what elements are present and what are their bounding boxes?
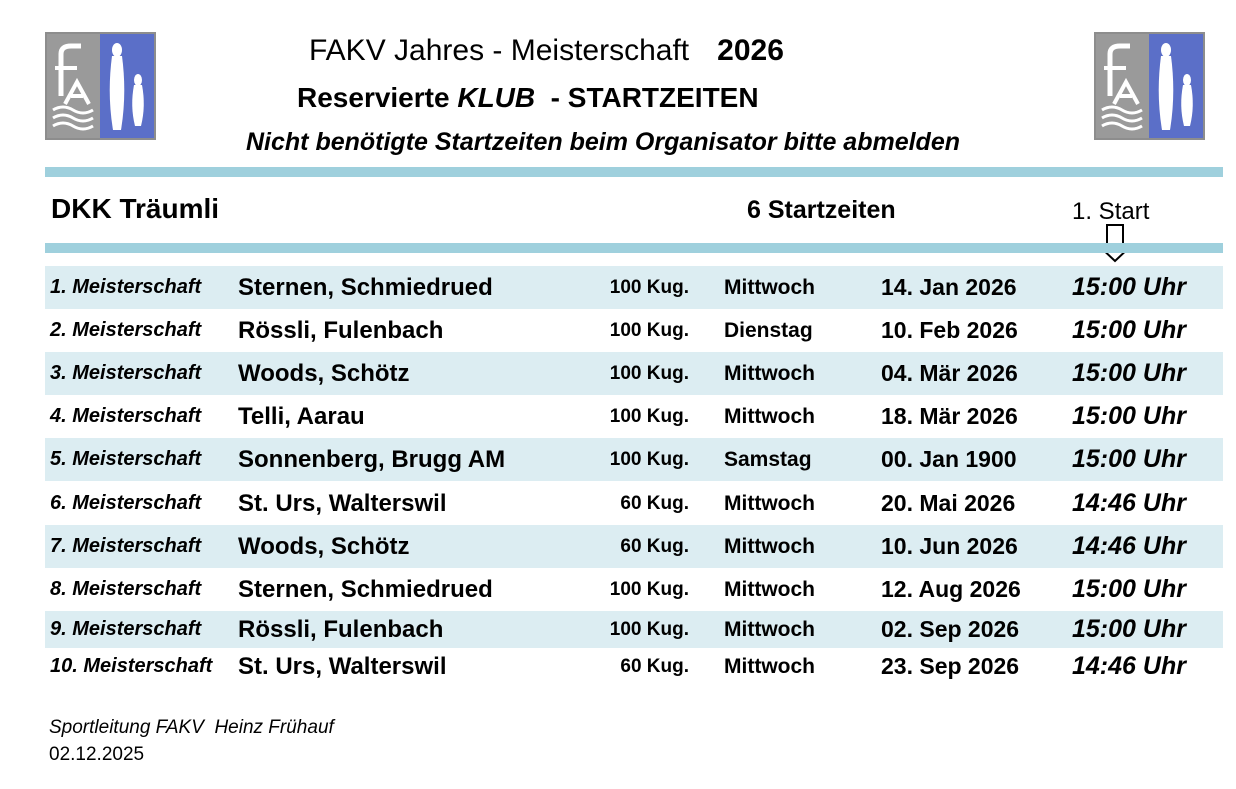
weekday: Mittwoch [724,362,815,385]
kugeln-count: 100 Kug. [609,406,689,427]
divider-middle [45,243,1223,253]
club-name: DKK Träumli [51,193,220,224]
meisterschaft-label: 7. Meisterschaft [50,535,202,557]
meisterschaft-label: 2. Meisterschaft [50,319,202,341]
footer-date: 02.12.2025 [49,744,145,765]
kugeln-count: 100 Kug. [609,579,689,600]
table-row [45,611,1223,648]
start-date: 10. Feb 2026 [881,317,1018,343]
start-date: 14. Jan 2026 [881,274,1017,300]
venue-name: Sternen, Schmiedrued [238,274,493,301]
table-row [45,648,1223,685]
kugeln-count: 60 Kug. [620,536,689,557]
weekday: Mittwoch [724,578,815,601]
meisterschaft-label: 4. Meisterschaft [50,405,202,427]
kugeln-count: 100 Kug. [609,449,689,470]
meisterschaft-label: 9. Meisterschaft [50,618,202,640]
start-time: 15:00 Uhr [1072,402,1186,430]
heading-klub: KLUB [457,82,536,113]
weekday: Mittwoch [724,655,815,678]
weekday: Mittwoch [724,535,815,558]
heading-part-3: - STARTZEITEN [535,82,759,113]
meisterschaft-label: 6. Meisterschaft [50,492,202,514]
kugeln-count: 100 Kug. [609,320,689,341]
fakv-logo-left [45,32,156,140]
venue-name: Sonnenberg, Brugg AM [238,446,506,473]
start-time: 15:00 Uhr [1072,575,1186,603]
table-row [45,266,1223,309]
table-row [45,352,1223,395]
kugeln-count: 100 Kug. [609,277,689,298]
weekday: Samstag [724,448,812,471]
start-date: 00. Jan 1900 [881,446,1017,472]
meisterschaft-label: 10. Meisterschaft [50,655,213,677]
venue-name: Rössli, Fulenbach [238,317,444,344]
fakv-logo-right [1094,32,1205,140]
venue-name: Sternen, Schmiedrued [238,576,493,603]
kugeln-count: 60 Kug. [620,493,689,514]
start-date: 02. Sep 2026 [881,616,1020,642]
table-row [45,438,1223,481]
weekday: Mittwoch [724,618,815,641]
venue-name: St. Urs, Walterswil [238,653,447,680]
start-date: 23. Sep 2026 [881,653,1020,679]
meisterschaft-label: 8. Meisterschaft [50,578,202,600]
table-row [45,482,1223,525]
venue-name: Telli, Aarau [238,403,365,430]
start-time: 14:46 Uhr [1072,489,1186,517]
start-count: 6 Startzeiten [747,196,896,224]
kugeln-count: 60 Kug. [620,656,689,677]
start-time: 14:46 Uhr [1072,652,1186,680]
title-year: 2026 [717,34,784,67]
fakv-logo-icon [47,34,154,138]
title-text: FAKV Jahres - Meisterschaft [309,34,690,67]
table-row [45,395,1223,438]
weekday: Mittwoch [724,276,815,299]
meisterschaft-label: 5. Meisterschaft [50,448,202,470]
document-subtitle: Nicht benötigte Startzeiten beim Organisator bitte abmelden [246,128,960,156]
start-time: 14:46 Uhr [1072,532,1186,560]
document-title [309,34,784,68]
start-time: 15:00 Uhr [1072,316,1186,344]
meisterschaft-label: 1. Meisterschaft [50,276,202,298]
divider-top [45,167,1223,177]
weekday: Mittwoch [724,492,815,515]
heading-part-1: Reservierte [297,82,458,113]
venue-name: Rössli, Fulenbach [238,616,444,643]
kugeln-count: 100 Kug. [609,619,689,640]
start-time: 15:00 Uhr [1072,445,1186,473]
start-date: 12. Aug 2026 [881,576,1021,602]
weekday: Mittwoch [724,405,815,428]
start-time: 15:00 Uhr [1072,273,1186,301]
weekday: Dienstag [724,319,813,342]
start-date: 20. Mai 2026 [881,490,1016,516]
kugeln-count: 100 Kug. [609,363,689,384]
first-start-label: 1. Start [1072,198,1150,225]
footer-signature: Sportleitung FAKV Heinz Frühauf [49,717,334,738]
table-row [45,525,1223,568]
start-time: 15:00 Uhr [1072,359,1186,387]
venue-name: Woods, Schötz [238,360,410,387]
start-date: 18. Mär 2026 [881,403,1018,429]
fakv-logo-icon [1096,34,1203,138]
start-date: 04. Mär 2026 [881,360,1018,386]
venue-name: St. Urs, Walterswil [238,490,447,517]
table-row [45,309,1223,352]
table-row [45,568,1223,611]
venue-name: Woods, Schötz [238,533,410,560]
meisterschaft-label: 3. Meisterschaft [50,362,202,384]
start-date: 10. Jun 2026 [881,533,1018,559]
document-heading [297,82,759,114]
start-time: 15:00 Uhr [1072,615,1186,643]
